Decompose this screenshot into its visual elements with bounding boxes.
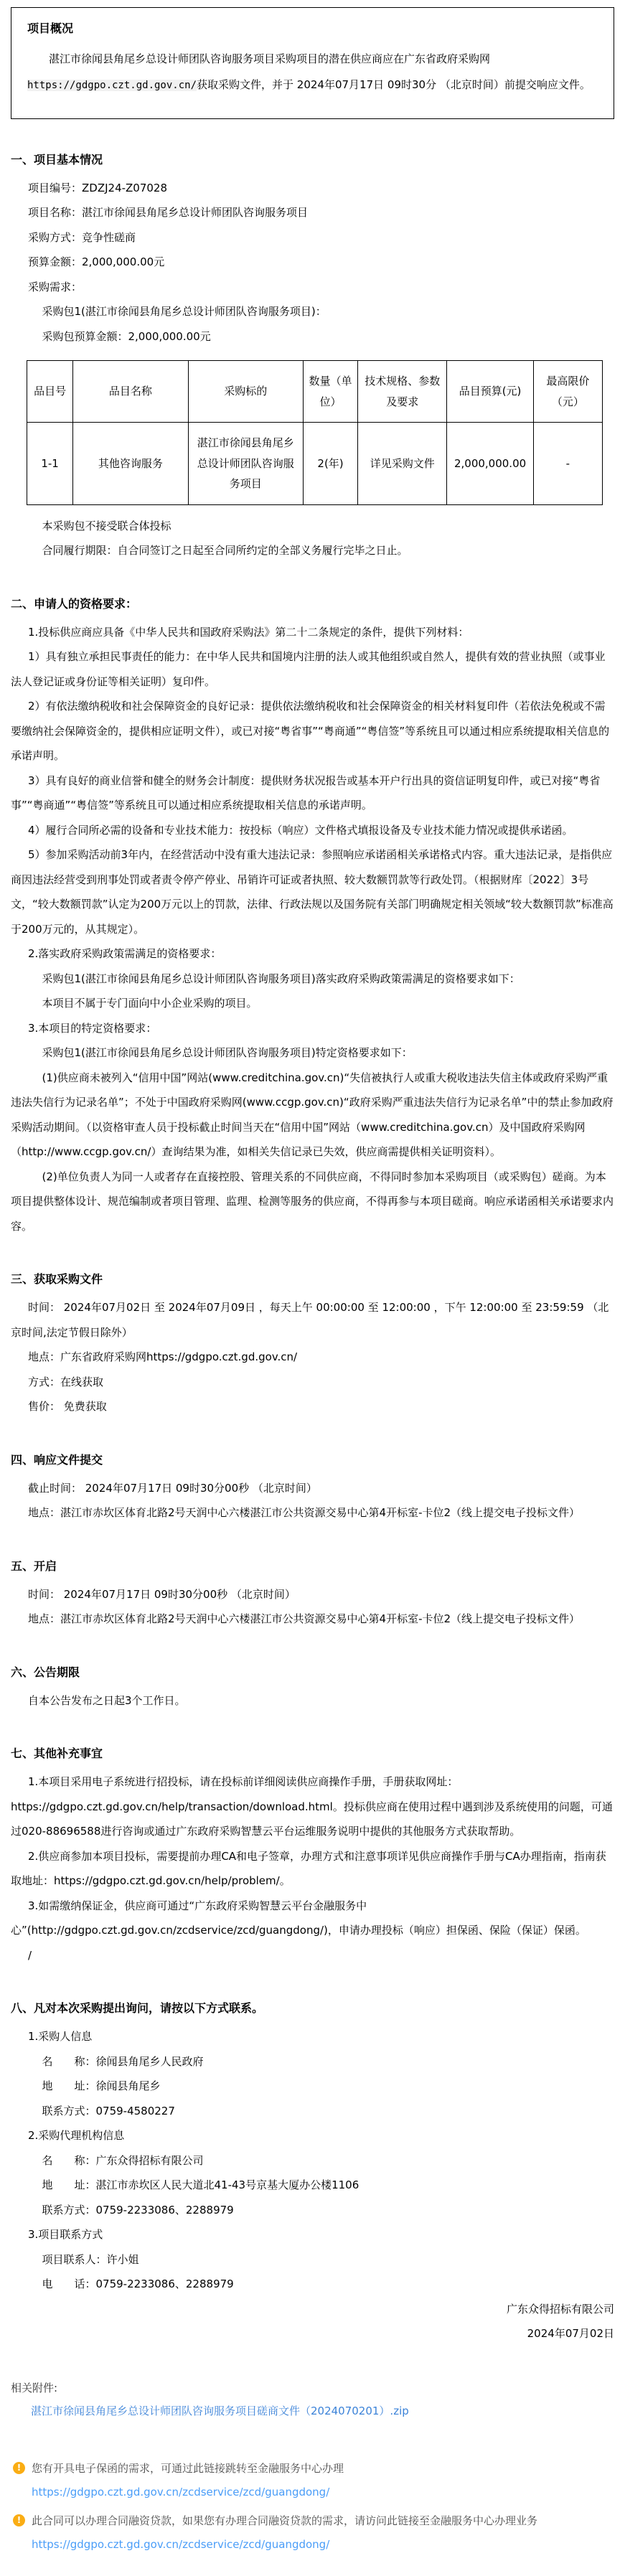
cell-max-price: - [533,423,602,505]
section-7-heading: 七、其他补充事宜 [11,1747,103,1761]
section-4-heading: 四、响应文件提交 [11,1452,103,1467]
e-guarantee-notice [11,2460,614,2478]
qualification-item: 3.本项目的特定资格要求： [28,1021,157,1035]
procurement-method: 采购方式：竞争性磋商 [28,230,136,244]
agency-info-title: 2.采购代理机构信息 [28,2129,125,2143]
items-table [27,360,603,505]
agency-address: 地 址：湛江市赤坎区人民大道北41-43号京基大厦办公楼1106 [42,2178,360,2192]
qualification-item: 1）具有独立承担民事责任的能力：在中华人民共和国境内注册的法人或其他组织或自然人，提供有效的营业执照（或事业法人登记证或身份证等相关证明）复印件。 [11,650,606,688]
doc-obtain-time: 时间： 2024年07月02日 至 2024年07月09日 ，每天上午 00:00:00 至 12:00:00 ，下午 12:00:00 至 23:59:59 （北京时间,法定节假日除外） [11,1301,609,1339]
qualification-item: (2)单位负责人为同一人或者存在直接控股、管理关系的不同供应商，不得同时参加本采购项目（或采购包）磋商。为本项目提供整体设计、规范编制或者项目管理、监理、检测等服务的供应商，不得再参与本项目磋商。响应承诺函相关承诺要求内容。 [11,1170,614,1233]
budget-amount: 预算金额：2,000,000.00元 [28,255,165,269]
procurement-site-url: https://gdgpo.czt.gd.gov.cn/ [27,80,197,91]
col-subject: 采购标的 [188,361,303,423]
finance-center-link[interactable]: https://gdgpo.czt.gd.gov.cn/zcdservice/zcd/guangdong/ [32,2538,330,2552]
section-6-heading: 六、公告期限 [11,1665,80,1679]
table-row [27,423,603,505]
supplementary-item: 2.供应商参加本项目投标，需要提前办理CA和电子签章，办理方式和注意事项详见供应商操作手册与CA办理指南，指南获取地址：https://gdgpo.czt.gd.gov.cn/help/problem/。 [11,1849,606,1888]
overview-text-prefix: 湛江市徐闻县角尾乡总设计师团队咨询服务项目采购项目的潜在供应商应在广东省政府采购网 [49,52,491,65]
col-item-no: 品目号 [27,361,73,423]
doc-obtain-price: 售价： 免费获取 [28,1400,107,1414]
cell-quantity: 2(年) [303,423,357,505]
warning-icon: ! [13,2462,25,2474]
agency-contact: 联系方式：0759-2233086、2288979 [42,2203,234,2217]
items-table-header-row [27,361,603,423]
section-8-heading: 八、凡对本次采购提出询问，请按以下方式联系。 [11,2001,264,2016]
purchaser-contact: 联系方式：0759-4580227 [42,2104,175,2117]
contract-loan-notice [11,2512,614,2531]
col-max-price: 最高限价（元） [533,361,602,423]
col-specs: 技术规格、参数及要求 [358,361,447,423]
attachments-section [11,2379,614,2420]
notice-text: 您有开具电子保函的需求，可通过此链接跳转至金融服务中心办理 [32,2461,344,2475]
qualification-item: 3）具有良好的商业信誉和健全的财务会计制度：提供财务状况报告或基本开户行出具的资信证明复印件，或已对接“粤省事”“粤商通”“粤信签”等系统且可以通过相应系统提取相关信息的承诺声明。 [11,774,601,812]
qualification-item: 4）履行合同所必需的设备和专业技术能力：按投标（响应）文件格式填报设备及专业技术能力情况或提供承诺函。 [28,823,573,837]
cell-specs: 详见采购文件 [358,423,447,505]
cell-item-no: 1-1 [27,423,73,505]
supplementary-item: 1.本项目采用电子系统进行招投标，请在投标前详细阅读供应商操作手册，手册获取网址：https://gdgpo.czt.gd.gov.cn/help/transaction/download.html。投标供应商在使用过程中遇到涉及系统使用的问题，可通过020-88696588进行咨询或通过广东政府采购智慧云平台运维服务说明中提供的其他服务方式获取帮助。 [11,1775,613,1838]
opening-time: 时间： 2024年07月17日 09时30分00秒 （北京时间） [28,1587,296,1601]
warning-icon: ! [13,2514,25,2526]
overview-body [27,46,598,98]
project-number: 项目编号：ZDZJ24-Z07028 [28,181,168,194]
project-contact-person: 项目联系人：许小姐 [42,2252,139,2266]
project-contact-phone: 电 话：0759-2233086、2288979 [42,2277,234,2291]
doc-obtain-method: 方式：在线获取 [28,1375,104,1388]
cell-item-budget: 2,000,000.00 [447,423,533,505]
overview-title: 项目概况 [27,22,74,35]
section-3-heading: 三、获取采购文件 [11,1272,103,1287]
qualification-item: 2）有依法缴纳税收和社会保障资金的良好记录：提供依法缴纳税收和社会保障资金的相关材料复印件（若依法免税或不需要缴纳社会保障资金的，提供相应证明文件），或已对接“粤省事”“粤商通”“粤信签”等系统且可以通过相应系统提取相关信息的承诺声明。 [11,700,610,763]
signature-company: 广东众得招标有限公司 [506,2302,614,2316]
response-deadline: 截止时间： 2024年07月17日 09时30分00秒 （北京时间） [28,1481,317,1495]
qualification-item: 2.落实政府采购政策需满足的资格要求： [28,947,222,961]
qualification-item: 1.投标供应商应具备《中华人民共和国政府采购法》第二十二条规定的条件，提供下列材料： [28,625,469,639]
opening-place: 地点：湛江市赤坎区体育北路2号天润中心六楼湛江市公共资源交易中心第4开标室-卡位2（线上提交电子投标文件） [28,1612,581,1626]
procurement-demand-label: 采购需求： [28,280,83,293]
doc-obtain-place: 地点：广东省政府采购网https://gdgpo.czt.gd.gov.cn/ [28,1350,298,1364]
notice-text: 此合同可以办理合同融资贷款，如果您有办理合同融资贷款的需求，请访问此链接至金融服务中心办理业务 [32,2514,538,2527]
signature-date: 2024年07月02日 [527,2327,614,2341]
qualification-item: 采购包1(湛江市徐闻县角尾乡总设计师团队咨询服务项目)特定资格要求如下： [42,1046,413,1060]
section-1-heading: 一、项目基本情况 [11,152,103,166]
supplementary-item: 3.如需缴纳保证金，供应商可通过“广东政府采购智慧云平台金融服务中心”(http://gdgpo.czt.gd.gov.cn/zcdservice/zcd/guangdong/)，申请办理投标（响应）担保函、保险（保证）保函。 [11,1899,586,1937]
cell-item-name: 其他咨询服务 [73,423,188,505]
note-no-consortium: 本采购包不接受联合体投标 [42,519,171,532]
package-budget: 采购包预算金额：2,000,000.00元 [42,329,211,343]
supplementary-item: / [28,1948,32,1962]
qualification-item: 采购包1(湛江市徐闻县角尾乡总设计师团队咨询服务项目)落实政府采购政策需满足的资格要求如下： [42,972,520,985]
purchaser-name: 名 称：徐闻县角尾乡人民政府 [42,2054,204,2068]
project-name: 项目名称：湛江市徐闻县角尾乡总设计师团队咨询服务项目 [28,206,309,220]
announcement-period: 自本公告发布之日起3个工作日。 [28,1693,186,1707]
col-item-budget: 品目预算(元) [447,361,533,423]
attachment-zip-link[interactable]: 湛江市徐闻县角尾乡总设计师团队咨询服务项目磋商文件（2024070201）.zip [31,2404,409,2417]
agency-name: 名 称：广东众得招标有限公司 [42,2153,204,2167]
project-contact-title: 3.项目联系方式 [28,2228,103,2242]
response-place: 地点：湛江市赤坎区体育北路2号天润中心六楼湛江市公共资源交易中心第4开标室-卡位2（线上提交电子投标文件） [28,1506,581,1520]
qualification-item: (1)供应商未被列入“信用中国”网站(www.creditchina.gov.cn)“失信被执行人或重大税收违法失信主体或政府采购严重违法失信行为记录名单”；不处于中国政府采购网(www.ccgp.gov.cn)“政府采购严重违法失信行为记录名单”中的禁止参加政府采购活动期间。（以资格审查人员于投标截止时间当天在“信用中国”网站（www.creditchina.gov.cn）及中国政府采购网 （http://www.ccgp.gov.cn/）查询结果为准，如相关失信记录已失效，供应商需提供相关证明资料）。 [11,1071,614,1159]
qualification-item: 本项目不属于专门面向中小企业采购的项目。 [42,997,258,1010]
note-contract-period: 合同履行期限：自合同签订之日起至合同所约定的全部义务履行完毕之日止。 [42,544,408,558]
finance-center-link[interactable]: https://gdgpo.czt.gd.gov.cn/zcdservice/zcd/guangdong/ [32,2486,330,2499]
purchaser-address: 地 址：徐闻县角尾乡 [42,2079,161,2093]
package-line: 采购包1(湛江市徐闻县角尾乡总设计师团队咨询服务项目)： [42,305,326,319]
cell-subject: 湛江市徐闻县角尾乡总设计师团队咨询服务项目 [188,423,303,505]
col-quantity: 数量（单位） [303,361,357,423]
purchaser-info-title: 1.采购人信息 [28,2030,93,2044]
attachments-label: 相关附件: [11,2381,58,2394]
qualification-item: 5）参加采购活动前3年内，在经营活动中没有重大违法记录：参照响应承诺函相关承诺格式内容。重大违法记录，是指供应商因违法经营受到刑事处罚或者责令停产停业、吊销许可证或者执照、较大数额罚款等行政处罚。（根据财库〔2022〕3号文，“较大数额罚款”认定为200万元以上的罚款，法律、行政法规以及国务院有关部门明确规定相关领域“较大数额罚款”标准高于200万元的，从其规定）。 [11,848,614,936]
col-item-name: 品目名称 [73,361,188,423]
notices-section [11,2460,614,2554]
overview-text-suffix: 获取采购文件，并于 2024年07月17日 09时30分 （北京时间）前提交响应文件。 [197,78,591,91]
section-2-heading: 二、申请人的资格要求： [11,596,138,611]
project-overview-box [11,7,614,119]
section-5-heading: 五、开启 [11,1559,57,1573]
